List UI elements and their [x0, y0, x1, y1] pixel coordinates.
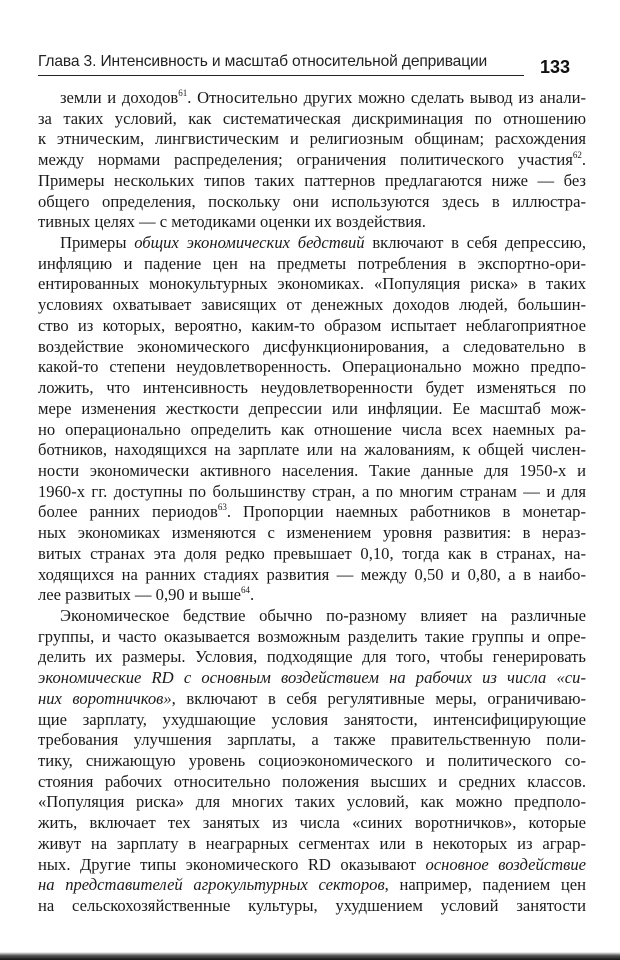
text-run: инфляцию и падение цен на предметы потребления в экспортно-ори-	[38, 253, 586, 273]
text-run: к этническим, лингвистическим и религиозным общинам; расхождения	[38, 129, 586, 149]
text-run: требования улучшения зарплаты, а также правительственную поли-	[38, 730, 586, 750]
text-run: включают в себя депрессию,	[364, 233, 587, 253]
italic-text: них воротничков»	[38, 688, 172, 708]
text-run: Экономическое бедствие обычно по-разному влияет на различные	[60, 605, 586, 625]
text-line	[38, 192, 586, 213]
text-line	[38, 544, 586, 565]
text-line	[38, 710, 586, 731]
text-run: ложить, что интенсивность неудовлетворенности будет изменяться по	[38, 378, 586, 398]
text-line	[38, 585, 586, 606]
text-line	[38, 523, 586, 544]
text-run: но операционально определить как отношение числа всех наемных ра-	[38, 419, 586, 439]
text-run: стояния рабочих относительно положения высших и средних классов.	[38, 771, 586, 791]
text-line	[38, 440, 586, 461]
text-line	[38, 689, 586, 710]
paragraph	[38, 233, 586, 606]
text-run: . Пропорции наемных работников в монетар-	[226, 502, 587, 522]
text-line	[38, 482, 586, 503]
text-line	[38, 378, 586, 399]
text-line	[38, 461, 586, 482]
text-line	[38, 88, 586, 109]
text-line	[38, 855, 586, 876]
text-line	[38, 875, 586, 896]
text-run: на сельскохозяйственные культуры, ухудшением условий занятости	[38, 896, 586, 916]
text-line	[38, 337, 586, 358]
text-run: между нормами распределения; ограничения политического участия	[38, 150, 573, 170]
text-line	[38, 212, 586, 233]
text-run: делить их размеры. Условия, подходящие для того, чтобы генерировать	[38, 647, 586, 667]
text-line	[38, 668, 586, 689]
text-line	[38, 254, 586, 275]
footnote-ref: 62	[572, 150, 582, 161]
text-line	[38, 171, 586, 192]
italic-text: общих экономических бедствий	[134, 233, 365, 253]
text-line	[38, 627, 586, 648]
text-run: жить, включает тех занятых из числа «синих воротничков», которые	[38, 813, 586, 833]
text-run: , например, падением цен	[384, 875, 586, 895]
running-header-title: Глава 3. Интенсивность и масштаб относительной депривации	[38, 52, 524, 76]
text-line	[38, 420, 586, 441]
footnote-ref: 61	[178, 88, 188, 98]
text-run: ентированных монокультурных экономиках. «Популяция риска» в таких	[38, 274, 586, 294]
text-line	[38, 647, 586, 668]
text-line	[38, 792, 586, 813]
italic-text: на представителей агрокультурных секторов	[38, 875, 385, 895]
paragraph	[38, 88, 586, 233]
italic-text: основное воздействие	[425, 854, 587, 874]
text-run: тику, снижающую уровень социоэкономического и политического со-	[38, 751, 586, 770]
text-line	[38, 730, 586, 751]
text-run: , включают в себя регулятивные меры, ограничиваю-	[171, 688, 586, 708]
text-line	[38, 129, 586, 150]
footnote-ref: 64	[241, 585, 251, 596]
text-run: лее развитых — 0,90 и выше	[38, 585, 242, 605]
text-run: ности экономически активного населения. Такие данные для 1950-х и	[38, 460, 586, 480]
text-line	[38, 565, 586, 586]
text-run: земли и доходов	[60, 88, 179, 107]
text-line	[38, 150, 586, 171]
text-run: . Относительно других можно сделать вывод из анали-	[187, 88, 586, 107]
text-run: щие зарплату, ухудшающие условия занятости, интенсифицирующие	[38, 709, 586, 729]
text-line	[38, 502, 586, 523]
text-run: Примеры	[60, 233, 135, 253]
text-line	[38, 751, 586, 772]
page-bottom-edge	[0, 952, 620, 960]
text-run: живут на зарплату в неаграрных сегментах или в некоторых из аграр-	[38, 833, 586, 853]
text-line	[38, 295, 586, 316]
text-run: ство из которых, вероятно, каким-то образом испытает неблагоприятное	[38, 315, 586, 335]
text-line	[38, 109, 586, 130]
text-run: ходящихся на ранних стадиях развития — между 0,50 и 0,80, а в наибо-	[38, 564, 586, 584]
text-run: ных. Другие типы экономического RD оказывают	[38, 854, 426, 874]
body-text	[38, 88, 586, 917]
text-run: ботников, находящихся на зарплате или на жалованиям, к общей числен-	[38, 440, 586, 460]
text-line	[38, 834, 586, 855]
italic-text: экономические RD с основным воздействием на рабочих из числа «си-	[38, 668, 586, 688]
text-line	[38, 896, 586, 917]
text-run: Примеры нескольких типов таких паттернов предлагаются ниже — без	[38, 170, 586, 190]
text-line	[38, 772, 586, 793]
text-run: общего определения, поскольку они используются здесь в иллюстра-	[38, 191, 586, 211]
paragraph	[38, 606, 586, 917]
text-line	[38, 233, 586, 254]
text-run: мере изменения жесткости депрессии или инфляции. Ее масштаб мож-	[38, 398, 586, 418]
text-line	[38, 316, 586, 337]
text-run: группы, и часто оказывается возможным разделить такие группы и опре-	[38, 626, 586, 646]
text-run: какой-то степени неудовлетворенность. Операционально можно предпо-	[38, 357, 586, 377]
text-run: воздействие экономического дисфункционирования, а следовательно в	[38, 336, 586, 356]
footnote-ref: 63	[217, 502, 227, 513]
text-run: условиях охватывает зависящих от денежных доходов людей, большин-	[38, 295, 586, 315]
page-number: 133	[540, 57, 571, 77]
text-run: ных экономиках изменяются с изменением уровня развития: в нераз-	[38, 523, 586, 543]
text-run: «Популяция риска» для многих таких условий, как можно предполо-	[38, 792, 586, 812]
text-run: .	[581, 150, 586, 170]
text-line	[38, 274, 586, 295]
text-run: более ранних периодов	[38, 502, 218, 522]
text-line	[38, 357, 586, 378]
text-line	[38, 606, 586, 627]
text-run: 1960-х гг. доступны по большинству стран, а по многим странам — и для	[38, 481, 586, 501]
text-line	[38, 813, 586, 834]
text-run: витых странах эта доля редко превышает 0,10, тогда как в странах, на-	[38, 543, 586, 563]
text-run: .	[250, 585, 255, 605]
text-line	[38, 399, 586, 420]
text-run: тивных целях — с методиками оценки их воздействия.	[38, 212, 426, 232]
text-run: за таких условий, как систематическая дискриминация по отношению	[38, 108, 586, 128]
